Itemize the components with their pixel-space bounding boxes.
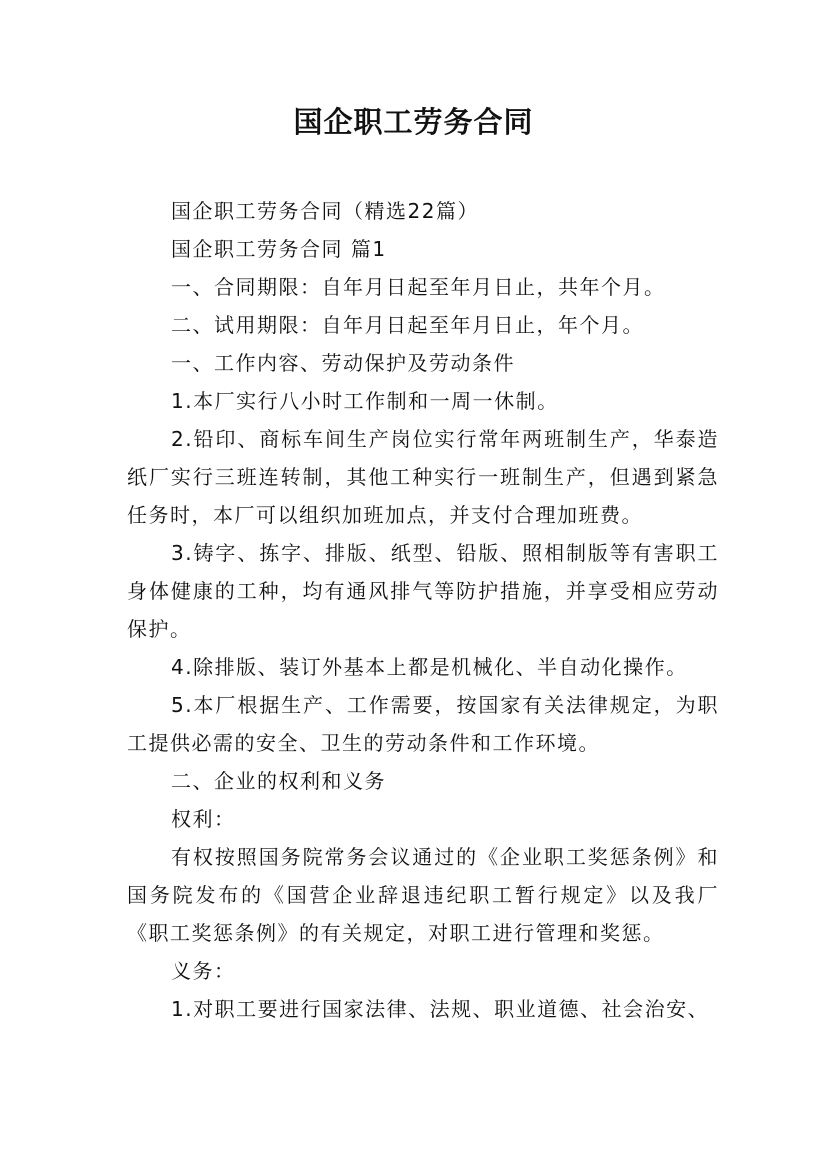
paragraph-section-heading: 国企职工劳务合同 篇1: [171, 237, 387, 261]
paragraph-item-1: 1.本厂实行八小时工作制和一周一休制。: [171, 389, 559, 413]
paragraph-item-5: 5.本厂根据生产、工作需要，按国家有关法律规定，为职工提供必需的安全、卫生的劳动条件和工作环境。: [127, 693, 719, 755]
document-body: [127, 192, 719, 1028]
paragraph-subtitle: 国企职工劳务合同（精选22篇）: [171, 199, 479, 223]
paragraph-rights-label: 权利：: [171, 807, 236, 831]
paragraph-item-2: 2.铅印、商标车间生产岗位实行常年两班制生产，华泰造纸厂实行三班连转制，其他工种实行一班制生产，但遇到紧急任务时，本厂可以组织加班加点，并支付合理加班费。: [127, 427, 719, 527]
paragraph-item-4: 4.除排版、装订外基本上都是机械化、半自动化操作。: [171, 655, 688, 679]
paragraph-duties-label: 义务：: [171, 959, 236, 983]
paragraph-item-3: 3.铸字、拣字、排版、纸型、铅版、照相制版等有害职工身体健康的工种，均有通风排气等防护措施，并享受相应劳动保护。: [127, 541, 719, 641]
paragraph-heading-work-content: 一、工作内容、劳动保护及劳动条件: [171, 351, 515, 375]
paragraph-rights-text: 有权按照国务院常务会议通过的《企业职工奖惩条例》和国务院发布的《国营企业辞退违纪职工暂行规定》以及我厂《职工奖惩条例》的有关规定，对职工进行管理和奖惩。: [127, 845, 719, 945]
paragraph-contract-term: 一、合同期限：自年月日起至年月日止，共年个月。: [171, 275, 666, 299]
document-title: 国企职工劳务合同: [293, 105, 534, 139]
paragraph-duty-1: 1.对职工要进行国家法律、法规、职业道德、社会治安、: [171, 997, 710, 1021]
paragraph-probation-term: 二、试用期限：自年月日起至年月日止，年个月。: [171, 313, 644, 337]
paragraph-heading-rights-duties: 二、企业的权利和义务: [171, 769, 386, 793]
